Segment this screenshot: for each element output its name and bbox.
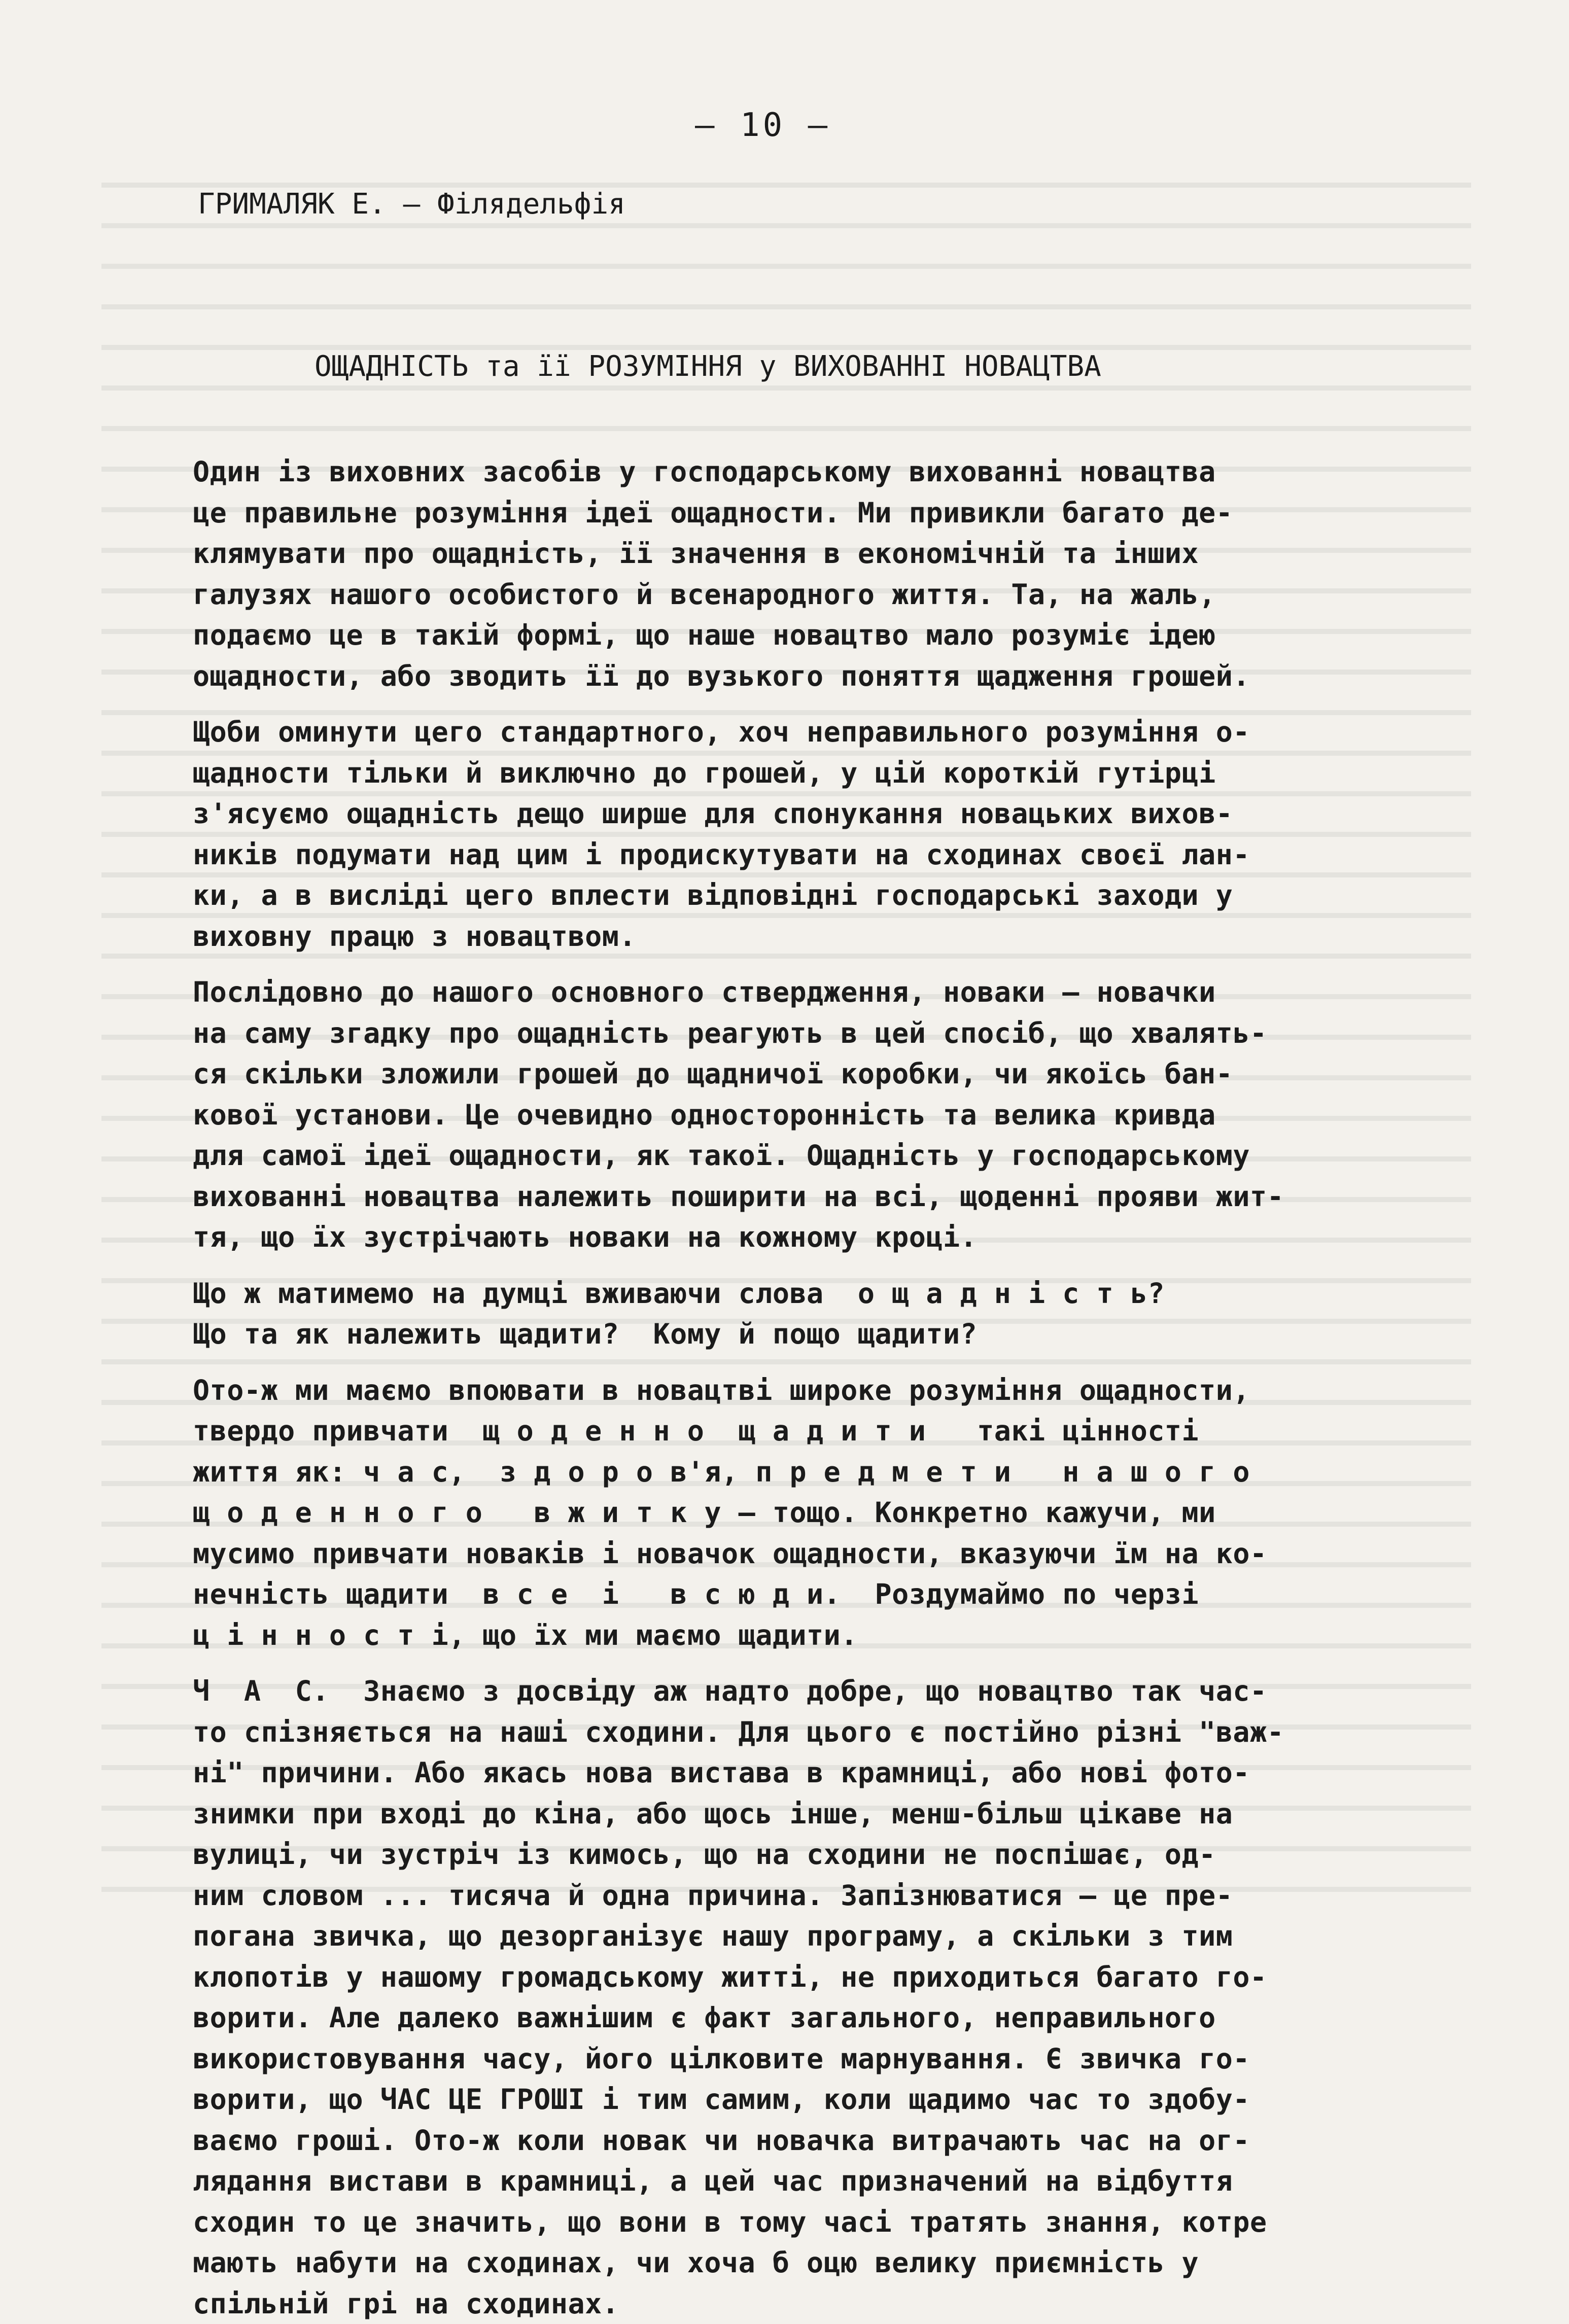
text-line: ваємо гроші. Ото-ж коли новак чи новачка витрачають час на ог- [193, 2120, 1471, 2161]
text-line: ні" причини. Або якась нова вистава в крамниці, або нові фото- [193, 1752, 1471, 1793]
text-line: ощадности, або зводить її до вузького поняття щадження грошей. [193, 656, 1471, 697]
paragraph [193, 1370, 1471, 1656]
text-line: виховну працю з новацтвом. [193, 916, 1471, 957]
text-line: Послідовно до нашого основного ствердження, новаки – новачки [193, 972, 1471, 1013]
text-line: Один із виховних засобів у господарському вихованні новацтва [193, 451, 1471, 492]
paragraph [193, 451, 1471, 696]
text-line: сходин то це значить, що вони в тому часі тратять знання, котре [193, 2202, 1471, 2243]
text-line: Ото-ж ми маємо впоювати в новацтві широке розуміння ощадности, [193, 1370, 1471, 1411]
text-line: клямувати про ощадність, її значення в економічній та інших [193, 533, 1471, 574]
text-line: вулиці, чи зустріч із кимось, що на сходини не поспішає, од- [193, 1834, 1471, 1875]
text-line: мусимо привчати новаків і новачок ощадности, вказуючи їм на ко- [193, 1533, 1471, 1574]
text-line: галузях нашого особистого й всенародного життя. Та, на жаль, [193, 574, 1471, 615]
text-line: життя як: ч а с, з д о р о в'я, п р е д м е т и н а ш о г о [193, 1452, 1471, 1493]
paragraph [193, 1273, 1471, 1355]
paragraph [193, 972, 1471, 1258]
text-line: мають набути на сходинах, чи хоча б оцю велику приємність у [193, 2242, 1471, 2283]
text-line: кової установи. Це очевидно односторонність та велика кривда [193, 1095, 1471, 1136]
text-line: ним словом ... тисяча й одна причина. Запізнюватися – це пре- [193, 1875, 1471, 1916]
text-line: Ч А С. Знаємо з досвіду аж надто добре, що новацтво так час- [193, 1671, 1471, 1712]
text-line: ц і н н о с т і, що їх ми маємо щадити. [193, 1615, 1471, 1656]
paragraph-gap [193, 957, 1471, 972]
text-line: ників подумати над цим і продискутувати на сходинах своєї лан- [193, 834, 1471, 875]
paragraph [193, 712, 1471, 957]
text-line: ворити. Але далеко важнішим є факт загального, неправильного [193, 1997, 1471, 2038]
text-line: подаємо це в такій формі, що наше новацтво мало розуміє ідею [193, 615, 1471, 656]
text-line: ворити, що ЧАС ЦЕ ГРОШІ і тим самим, коли щадимо час то здобу- [193, 2079, 1471, 2120]
text-line: для самої ідеї ощадности, як такої. Ощадність у господарському [193, 1135, 1471, 1176]
text-line: тя, що їх зустрічають новаки на кожному кроці. [193, 1217, 1471, 1258]
paragraph-gap [193, 1656, 1471, 1671]
paragraph-gap [193, 696, 1471, 712]
paragraph-gap [193, 1258, 1471, 1273]
article-title: ОЩАДНІСТЬ та її РОЗУМІННЯ у ВИХОВАННІ НОВАЦТВА [315, 350, 1101, 383]
text-line: погана звичка, що дезорганізує нашу програму, а скільки з тим [193, 1916, 1471, 1957]
text-line: це правильне розуміння ідеї ощадности. Ми привикли багато де- [193, 492, 1471, 534]
text-line: з'ясуємо ощадність дещо ширше для спонукання новацьких вихов- [193, 793, 1471, 834]
text-line: знимки при вході до кіна, або щось інше, менш-більш цікаве на [193, 1793, 1471, 1835]
text-line: то спізняється на наші сходини. Для цього є постійно різні "важ- [193, 1712, 1471, 1753]
text-line: нечність щадити в с е і в с ю д и. Роздумаймо по черзі [193, 1574, 1471, 1615]
article-body [193, 451, 1471, 2324]
text-line: твердо привчати щ о д е н н о щ а д и т и такі цінності [193, 1411, 1471, 1452]
text-line: використовування часу, його цілковите марнування. Є звичка го- [193, 2038, 1471, 2080]
text-line: ся скільки зложили грошей до щадничої коробки, чи якоїсь бан- [193, 1053, 1471, 1095]
text-line: щадности тільки й виключно до грошей, у цій короткій гутірці [193, 753, 1471, 794]
page-number: – 10 – [695, 107, 830, 144]
paragraph [193, 1671, 1471, 2324]
text-line: ки, а в висліді цего вплести відповідні господарські заходи у [193, 875, 1471, 916]
text-line: на саму згадку про ощадність реагують в цей спосіб, що хвалять- [193, 1013, 1471, 1054]
text-line: щ о д е н н о г о в ж и т к у – тощо. Конкретно кажучи, ми [193, 1492, 1471, 1533]
text-line: клопотів у нашому громадському житті, не приходиться багато го- [193, 1957, 1471, 1998]
text-line: Щоби оминути цего стандартного, хоч неправильного розуміння о- [193, 712, 1471, 753]
author-line: ГРИМАЛЯК Е. – Філядельфія [198, 188, 625, 221]
text-line: Що ж матимемо на думці вживаючи слова о щ а д н і с т ь? [193, 1273, 1471, 1314]
text-line: Що та як належить щадити? Кому й пощо щадити? [193, 1314, 1471, 1355]
text-line: вихованні новацтва належить поширити на всі, щоденні прояви жит- [193, 1176, 1471, 1217]
text-line: спільній грі на сходинах. [193, 2283, 1471, 2324]
paragraph-gap [193, 1355, 1471, 1370]
text-line: лядання вистави в крамниці, а цей час призначений на відбуття [193, 2161, 1471, 2202]
